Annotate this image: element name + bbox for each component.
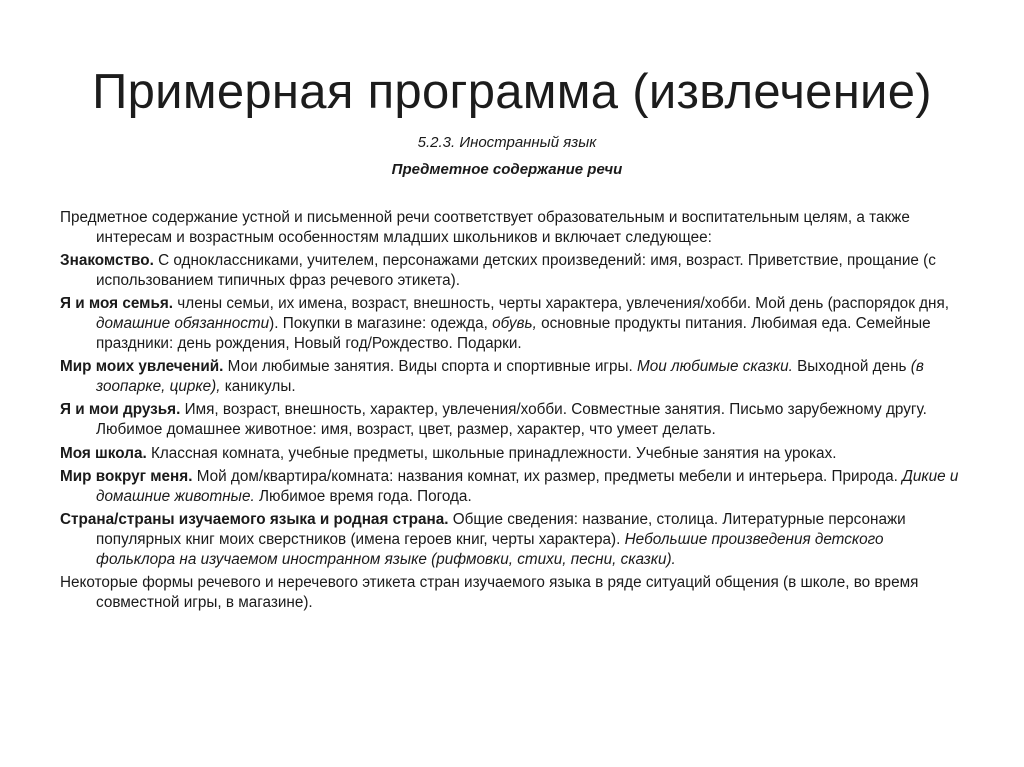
italic-text: обувь,	[492, 314, 537, 332]
topic-heading: Моя школа.	[60, 444, 147, 462]
body-text: основные продукты питания. Любимая еда. Семейные праздники: день рождения, Новый год/Рождество. Подарки.	[96, 314, 931, 352]
body-text: члены семьи, их имена, возраст, внешность, черты характера, увлечения/хобби. Мой день (распорядок дня,	[173, 295, 950, 313]
italic-text: Дикие и домашние животные.	[96, 468, 959, 505]
content-paragraph	[60, 357, 960, 396]
content-paragraph	[60, 510, 960, 569]
content-paragraph	[60, 400, 960, 439]
section-heading: Предметное содержание речи	[391, 161, 623, 178]
body-text: каникулы.	[220, 377, 296, 395]
topic-heading: Страна/страны изучаемого языка и родная страна.	[60, 511, 449, 529]
content-paragraph	[60, 208, 960, 247]
topic-heading: Я и мои друзья.	[60, 401, 181, 419]
body-text: Любимое время года. Погода.	[254, 487, 472, 505]
section-number: 5.2.3. Иностранный язык	[417, 134, 597, 151]
italic-text: домашние обязанности	[96, 314, 270, 332]
content-paragraph	[60, 467, 960, 506]
body-text: Предметное содержание устной и письменной речи соответствует образовательным и воспитательным целям, а также интересам и возрастным особенностям младших школьников и включает следующее:	[60, 209, 910, 246]
content-paragraph	[60, 444, 960, 464]
content-body	[60, 208, 960, 616]
body-text: Мой дом/квартира/комната: названия комнат, их размер, предметы мебели и интерьера. Природа.	[192, 468, 903, 486]
body-text: Некоторые формы речевого и неречевого этикета стран изучаемого языка в ряде ситуаций общения (в школе, во время совместной игры, в магазине).	[60, 574, 919, 611]
body-text: Мои любимые занятия. Виды спорта и спортивные игры.	[223, 358, 637, 376]
body-text: Классная комната, учебные предметы, школьные принадлежности. Учебные занятия на уроках.	[146, 444, 837, 462]
topic-heading: Мир вокруг меня.	[60, 468, 193, 486]
italic-text: Небольшие произведения детского фольклора на изучаемом иностранном языке (рифмовки, стихи, песни, сказки).	[96, 530, 884, 568]
body-text: Выходной день	[792, 358, 911, 376]
content-paragraph	[60, 251, 960, 290]
body-text: Общие сведения: название, столица. Литературные персонажи популярных книг моих сверстников (имена героев книг, черты характера).	[96, 511, 906, 548]
slide-title: Примерная программа (извлечение)	[92, 65, 932, 119]
content-paragraph	[60, 294, 960, 353]
italic-text: (в зоопарке, цирке),	[96, 358, 924, 395]
topic-heading: Я и моя семья.	[60, 295, 174, 313]
body-text: С одноклассниками, учителем, персонажами детских произведений: имя, возраст. Приветствие, прощание (с использованием типичных фраз речевого этикета).	[96, 252, 936, 289]
italic-text: Мои любимые сказки.	[636, 358, 793, 376]
topic-heading: Мир моих увлечений.	[60, 358, 224, 376]
body-text: ). Покупки в магазине: одежда,	[269, 314, 493, 332]
body-text: Имя, возраст, внешность, характер, увлечения/хобби. Совместные занятия. Письмо зарубежному другу. Любимое домашнее животное: имя, возраст, цвет, размер, характер, что умеет делать.	[96, 401, 927, 438]
content-paragraph	[60, 573, 960, 612]
topic-heading: Знакомство.	[60, 252, 154, 270]
